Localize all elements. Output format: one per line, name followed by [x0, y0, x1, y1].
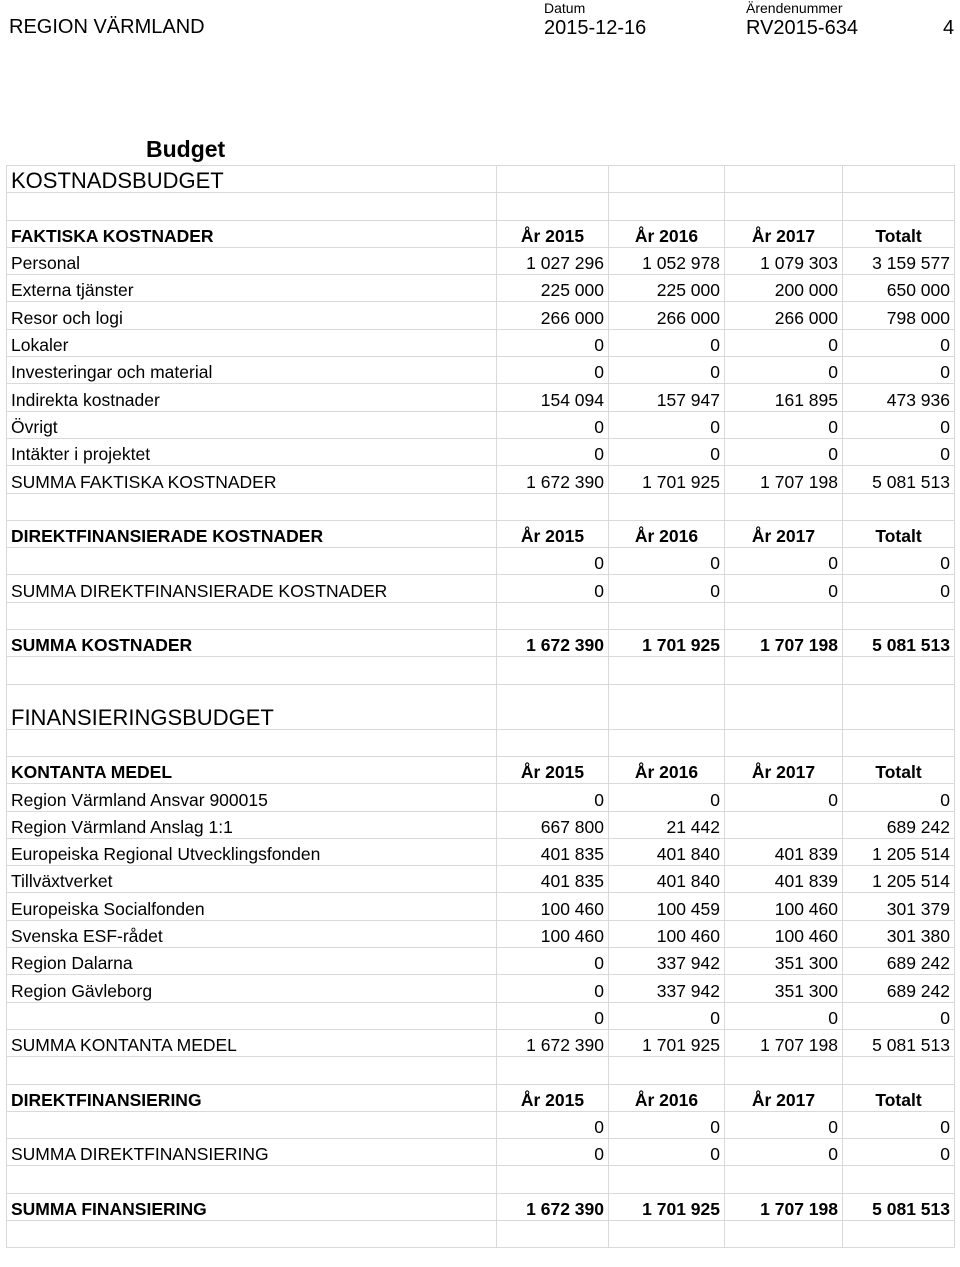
table-cell — [497, 193, 609, 220]
table-cell — [609, 1057, 725, 1084]
table-cell: 5 081 513 — [843, 466, 955, 493]
row-label: SUMMA FINANSIERING — [7, 1193, 497, 1220]
column-header: År 2015 — [497, 756, 609, 783]
column-header: År 2016 — [609, 1084, 725, 1111]
table-row — [7, 548, 955, 575]
table-row — [7, 329, 955, 356]
row-label: Intäkter i projektet — [7, 438, 497, 465]
row-label: Europeiska Regional Utvecklingsfonden — [7, 838, 497, 865]
table-cell: 5 081 513 — [843, 1193, 955, 1220]
table-cell — [609, 493, 725, 520]
table-cell: 0 — [843, 1002, 955, 1029]
table-cell: 0 — [609, 1002, 725, 1029]
column-header: År 2015 — [497, 220, 609, 247]
row-label: Personal — [7, 247, 497, 274]
table-cell: 798 000 — [843, 302, 955, 329]
table-cell — [497, 1220, 609, 1247]
table-cell — [725, 1220, 843, 1247]
table-cell: 266 000 — [609, 302, 725, 329]
date-label: Datum — [544, 0, 586, 16]
table-row — [7, 193, 955, 220]
table-cell: 100 460 — [609, 920, 725, 947]
table-row — [7, 975, 955, 1002]
row-label: KOSTNADSBUDGET — [7, 166, 497, 193]
table-row — [7, 1057, 955, 1084]
row-label: Externa tjänster — [7, 275, 497, 302]
table-cell: 0 — [725, 1002, 843, 1029]
table-cell — [725, 684, 843, 729]
table-row — [7, 811, 955, 838]
table-cell: 1 707 198 — [725, 1029, 843, 1056]
table-cell: 401 839 — [725, 866, 843, 893]
row-label: Region Dalarna — [7, 948, 497, 975]
row-label: KONTANTA MEDEL — [7, 756, 497, 783]
row-label: Tillväxtverket — [7, 866, 497, 893]
column-header: Totalt — [843, 1084, 955, 1111]
table-row — [7, 493, 955, 520]
table-cell: 351 300 — [725, 975, 843, 1002]
table-cell: 1 672 390 — [497, 466, 609, 493]
table-row — [7, 920, 955, 947]
table-row — [7, 602, 955, 629]
table-cell — [497, 493, 609, 520]
row-label — [7, 1220, 497, 1247]
table-cell — [497, 1057, 609, 1084]
column-header: År 2016 — [609, 220, 725, 247]
table-cell: 0 — [497, 329, 609, 356]
table-cell — [843, 684, 955, 729]
table-cell: 21 442 — [609, 811, 725, 838]
row-label — [7, 1166, 497, 1193]
table-row — [7, 893, 955, 920]
table-row — [7, 1111, 955, 1138]
table-cell: 689 242 — [843, 975, 955, 1002]
table-cell: 225 000 — [609, 275, 725, 302]
table-row — [7, 756, 955, 783]
row-label: Region Värmland Ansvar 900015 — [7, 784, 497, 811]
table-cell: 0 — [843, 575, 955, 602]
row-label: SUMMA DIREKTFINANSIERADE KOSTNADER — [7, 575, 497, 602]
table-cell: 225 000 — [497, 275, 609, 302]
table-row — [7, 630, 955, 657]
table-cell: 401 835 — [497, 838, 609, 865]
table-cell — [609, 729, 725, 756]
table-row — [7, 220, 955, 247]
table-cell: 0 — [725, 575, 843, 602]
table-cell: 0 — [497, 438, 609, 465]
table-cell: 1 707 198 — [725, 630, 843, 657]
table-cell: 0 — [609, 1111, 725, 1138]
row-label: SUMMA DIREKTFINANSIERING — [7, 1139, 497, 1166]
table-cell: 0 — [497, 411, 609, 438]
table-cell: 157 947 — [609, 384, 725, 411]
table-cell: 0 — [843, 548, 955, 575]
table-cell — [609, 602, 725, 629]
table-cell: 337 942 — [609, 948, 725, 975]
table-row — [7, 1139, 955, 1166]
table-cell: 3 159 577 — [843, 247, 955, 274]
table-cell: 100 460 — [725, 920, 843, 947]
table-cell: 266 000 — [725, 302, 843, 329]
table-cell: 0 — [609, 329, 725, 356]
table-cell: 0 — [497, 784, 609, 811]
table-row — [7, 466, 955, 493]
table-cell: 0 — [843, 357, 955, 384]
table-row — [7, 1084, 955, 1111]
table-cell: 1 701 925 — [609, 1193, 725, 1220]
table-cell: 689 242 — [843, 948, 955, 975]
row-label — [7, 493, 497, 520]
table-cell — [725, 1057, 843, 1084]
table-cell — [497, 729, 609, 756]
table-cell: 0 — [497, 975, 609, 1002]
table-cell: 0 — [609, 1139, 725, 1166]
table-cell: 0 — [497, 357, 609, 384]
row-label: DIREKTFINANSIERING — [7, 1084, 497, 1111]
column-header: År 2017 — [725, 1084, 843, 1111]
table-cell: 301 380 — [843, 920, 955, 947]
table-cell: 401 840 — [609, 866, 725, 893]
table-cell — [725, 729, 843, 756]
table-row — [7, 866, 955, 893]
table-cell: 0 — [497, 1139, 609, 1166]
table-cell: 401 835 — [497, 866, 609, 893]
row-label — [7, 657, 497, 684]
table-cell: 1 701 925 — [609, 1029, 725, 1056]
table-cell: 1 079 303 — [725, 247, 843, 274]
table-cell: 1 052 978 — [609, 247, 725, 274]
table-cell — [497, 166, 609, 193]
row-label: Region Gävleborg — [7, 975, 497, 1002]
table-cell: 0 — [843, 1111, 955, 1138]
row-label: Övrigt — [7, 411, 497, 438]
column-header: År 2016 — [609, 756, 725, 783]
table-cell — [725, 493, 843, 520]
table-row — [7, 1220, 955, 1247]
case-number-label: Ärendenummer — [746, 0, 843, 16]
table-cell — [725, 166, 843, 193]
table-cell: 0 — [609, 438, 725, 465]
row-label: FINANSIERINGSBUDGET — [7, 684, 497, 729]
table-row — [7, 247, 955, 274]
row-label: Resor och logi — [7, 302, 497, 329]
row-label: SUMMA KOSTNADER — [7, 630, 497, 657]
table-cell: 401 839 — [725, 838, 843, 865]
page-number: 4 — [943, 17, 955, 39]
row-label: Svenska ESF-rådet — [7, 920, 497, 947]
table-cell: 100 460 — [497, 893, 609, 920]
column-header: År 2017 — [725, 756, 843, 783]
table-cell: 0 — [725, 1111, 843, 1138]
table-row — [7, 302, 955, 329]
table-cell: 0 — [843, 784, 955, 811]
table-cell: 0 — [843, 1139, 955, 1166]
table-cell: 1 672 390 — [497, 1029, 609, 1056]
table-cell — [609, 657, 725, 684]
row-label: Investeringar och material — [7, 357, 497, 384]
table-cell — [843, 193, 955, 220]
table-cell — [609, 684, 725, 729]
table-cell — [843, 1166, 955, 1193]
table-row — [7, 1193, 955, 1220]
table-cell: 0 — [609, 784, 725, 811]
table-cell: 1 707 198 — [725, 1193, 843, 1220]
table-row — [7, 729, 955, 756]
table-cell: 0 — [609, 575, 725, 602]
table-cell: 0 — [497, 575, 609, 602]
table-cell — [843, 729, 955, 756]
table-row — [7, 1029, 955, 1056]
table-cell — [609, 1166, 725, 1193]
row-label — [7, 1057, 497, 1084]
table-cell: 0 — [725, 438, 843, 465]
table-cell: 200 000 — [725, 275, 843, 302]
table-row — [7, 411, 955, 438]
table-cell: 100 460 — [497, 920, 609, 947]
table-row — [7, 575, 955, 602]
table-cell: 0 — [725, 548, 843, 575]
column-header: Totalt — [843, 756, 955, 783]
table-cell: 689 242 — [843, 811, 955, 838]
table-cell — [725, 811, 843, 838]
row-label — [7, 602, 497, 629]
row-label: Lokaler — [7, 329, 497, 356]
table-cell: 667 800 — [497, 811, 609, 838]
table-cell — [497, 1166, 609, 1193]
table-cell: 301 379 — [843, 893, 955, 920]
date-value: 2015-12-16 — [544, 17, 647, 39]
table-cell: 401 840 — [609, 838, 725, 865]
table-cell — [843, 602, 955, 629]
row-label — [7, 1002, 497, 1029]
table-cell: 650 000 — [843, 275, 955, 302]
table-row — [7, 166, 955, 193]
table-cell: 0 — [725, 1139, 843, 1166]
table-cell: 1 027 296 — [497, 247, 609, 274]
table-cell: 0 — [725, 784, 843, 811]
table-cell — [725, 1166, 843, 1193]
budget-table — [6, 165, 955, 1248]
table-row — [7, 948, 955, 975]
row-label — [7, 729, 497, 756]
budget-table-body — [7, 166, 955, 1248]
table-cell — [843, 657, 955, 684]
table-cell: 1 672 390 — [497, 1193, 609, 1220]
column-header: År 2017 — [725, 220, 843, 247]
table-cell: 1 701 925 — [609, 466, 725, 493]
row-label: FAKTISKA KOSTNADER — [7, 220, 497, 247]
column-header: År 2015 — [497, 1084, 609, 1111]
table-cell: 154 094 — [497, 384, 609, 411]
table-cell — [609, 1220, 725, 1247]
row-label — [7, 1111, 497, 1138]
table-row — [7, 684, 955, 729]
table-cell: 1 707 198 — [725, 466, 843, 493]
table-row — [7, 1166, 955, 1193]
table-cell: 0 — [609, 548, 725, 575]
row-label: Indirekta kostnader — [7, 384, 497, 411]
table-cell — [497, 657, 609, 684]
page-header — [0, 0, 960, 50]
table-cell: 0 — [725, 411, 843, 438]
table-cell — [725, 602, 843, 629]
table-cell: 351 300 — [725, 948, 843, 975]
table-cell — [725, 193, 843, 220]
column-header: År 2015 — [497, 520, 609, 547]
table-cell — [843, 166, 955, 193]
table-row — [7, 1002, 955, 1029]
organization-name: REGION VÄRMLAND — [9, 16, 205, 38]
table-row — [7, 657, 955, 684]
table-cell — [843, 1220, 955, 1247]
row-label — [7, 193, 497, 220]
table-cell: 0 — [843, 438, 955, 465]
table-cell: 100 459 — [609, 893, 725, 920]
table-cell: 0 — [725, 329, 843, 356]
table-row — [7, 438, 955, 465]
table-cell: 266 000 — [497, 302, 609, 329]
table-row — [7, 275, 955, 302]
table-cell — [609, 193, 725, 220]
table-cell — [497, 684, 609, 729]
table-cell: 0 — [497, 548, 609, 575]
row-label: SUMMA KONTANTA MEDEL — [7, 1029, 497, 1056]
table-cell: 1 205 514 — [843, 838, 955, 865]
table-cell — [609, 166, 725, 193]
table-cell: 161 895 — [725, 384, 843, 411]
table-cell: 0 — [609, 411, 725, 438]
table-cell: 1 672 390 — [497, 630, 609, 657]
row-label: DIREKTFINANSIERADE KOSTNADER — [7, 520, 497, 547]
row-label: Europeiska Socialfonden — [7, 893, 497, 920]
row-label: SUMMA FAKTISKA KOSTNADER — [7, 466, 497, 493]
table-cell — [843, 493, 955, 520]
table-cell: 0 — [843, 329, 955, 356]
table-cell: 100 460 — [725, 893, 843, 920]
row-label — [7, 548, 497, 575]
table-cell — [725, 657, 843, 684]
table-cell: 1 205 514 — [843, 866, 955, 893]
table-cell — [843, 1057, 955, 1084]
table-row — [7, 384, 955, 411]
budget-title: Budget — [146, 136, 226, 162]
table-cell: 0 — [843, 411, 955, 438]
column-header: Totalt — [843, 520, 955, 547]
column-header: Totalt — [843, 220, 955, 247]
row-label: Region Värmland Anslag 1:1 — [7, 811, 497, 838]
table-row — [7, 357, 955, 384]
table-cell: 473 936 — [843, 384, 955, 411]
table-cell: 0 — [609, 357, 725, 384]
table-cell: 0 — [497, 948, 609, 975]
table-row — [7, 838, 955, 865]
column-header: År 2016 — [609, 520, 725, 547]
column-header: År 2017 — [725, 520, 843, 547]
table-cell — [497, 602, 609, 629]
table-row — [7, 784, 955, 811]
table-cell: 5 081 513 — [843, 630, 955, 657]
table-cell: 337 942 — [609, 975, 725, 1002]
table-cell: 1 701 925 — [609, 630, 725, 657]
table-cell: 0 — [497, 1002, 609, 1029]
case-number-value: RV2015-634 — [746, 17, 858, 39]
table-cell: 0 — [725, 357, 843, 384]
table-cell: 5 081 513 — [843, 1029, 955, 1056]
table-cell: 0 — [497, 1111, 609, 1138]
table-row — [7, 520, 955, 547]
